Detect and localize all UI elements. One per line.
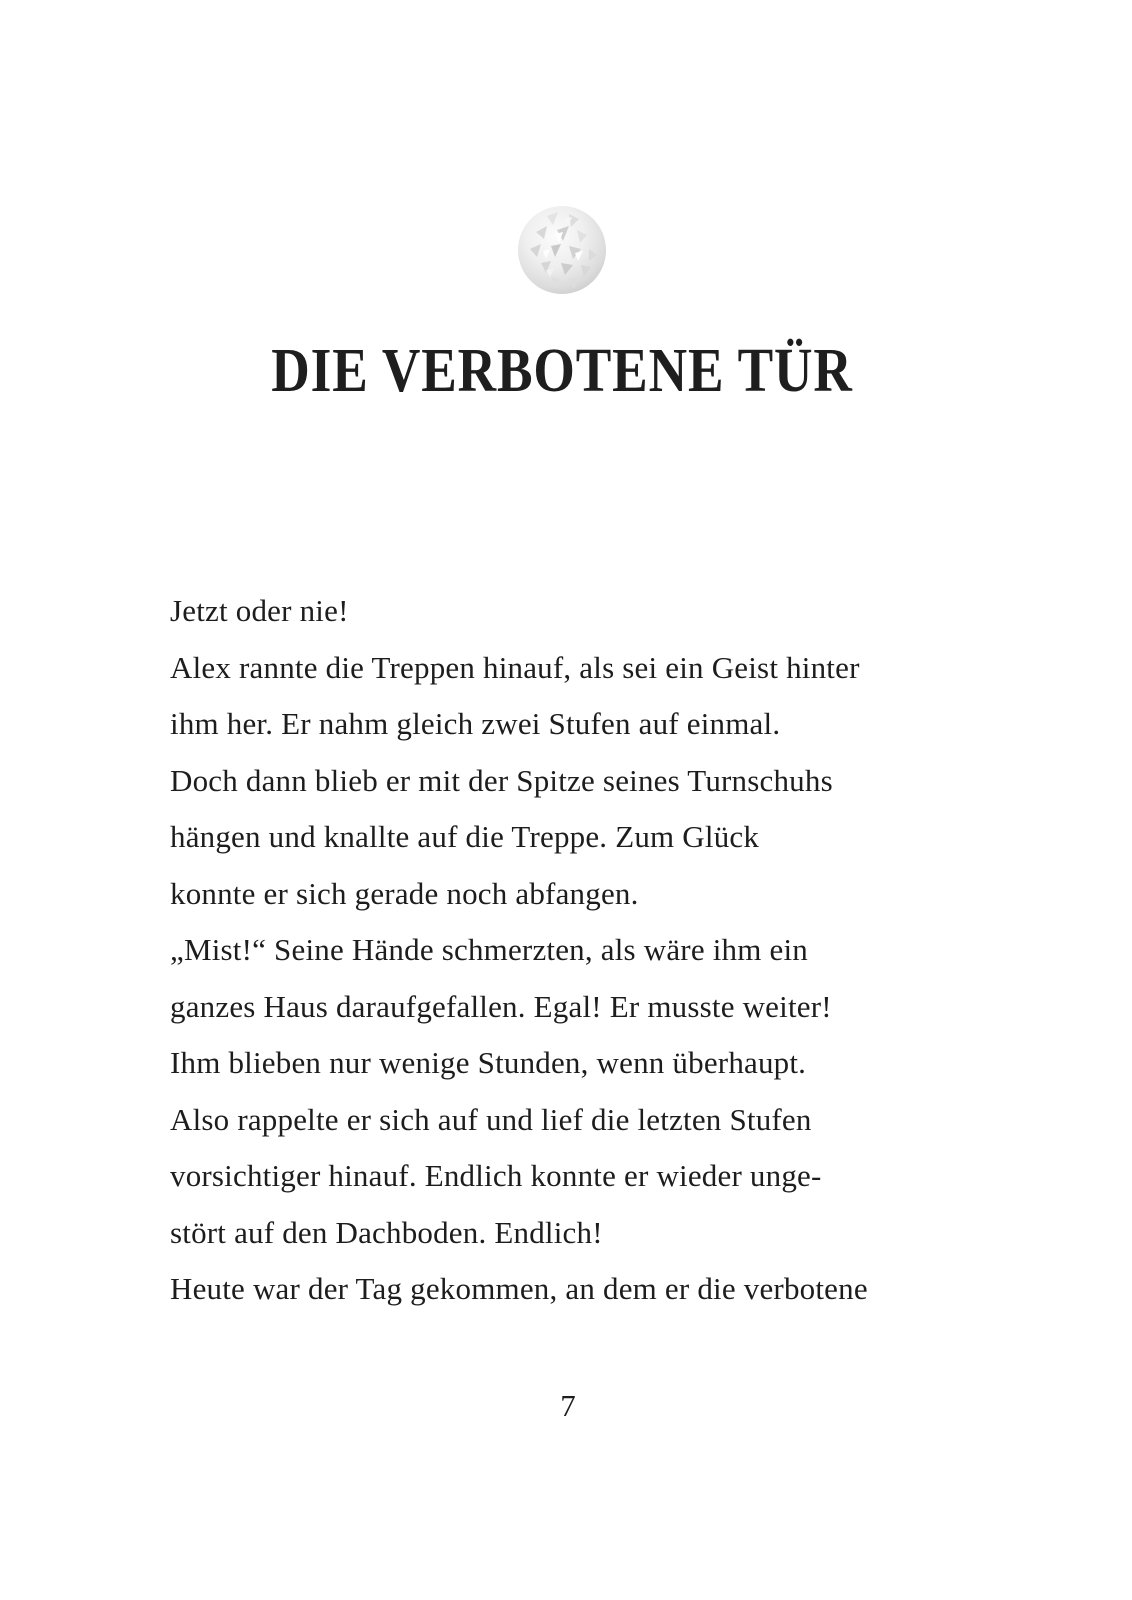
text-line: vorsichtiger hinauf. Endlich konnte er wieder unge- <box>170 1158 822 1193</box>
text-line: Doch dann blieb er mit der Spitze seines Turnschuhs <box>170 762 833 798</box>
body-text <box>170 583 970 1318</box>
text-line: Alex rannte die Treppen hinauf, als sei ein Geist hinter <box>170 649 860 685</box>
paper-ball-ornament-svg <box>516 204 608 296</box>
page-number: 7 <box>560 1388 576 1423</box>
text-line: Also rappelte er sich auf und lief die letzten Stufen <box>170 1101 812 1137</box>
text-line: ihm her. Er nahm gleich zwei Stufen auf einmal. <box>170 706 781 741</box>
chapter-title: DIE VERBOTENE TÜR <box>271 337 853 405</box>
text-line: „Mist!“ Seine Hände schmerzten, als wäre ihm ein <box>170 932 808 967</box>
text-line: ganzes Haus daraufgefallen. Egal! Er musste weiter! <box>170 988 832 1024</box>
text-line: Ihm blieben nur wenige Stunden, wenn überhaupt. <box>170 1045 807 1080</box>
text-line: konnte er sich gerade noch abfangen. <box>170 875 639 911</box>
text-line: stört auf den Dachboden. Endlich! <box>170 1214 603 1250</box>
text-line: hängen und knallte auf die Treppe. Zum Glück <box>170 819 760 854</box>
paper-ball-ornament <box>516 204 608 296</box>
text-line: Jetzt oder nie! <box>170 593 349 628</box>
text-line: Heute war der Tag gekommen, an dem er die verbotene <box>170 1271 868 1306</box>
